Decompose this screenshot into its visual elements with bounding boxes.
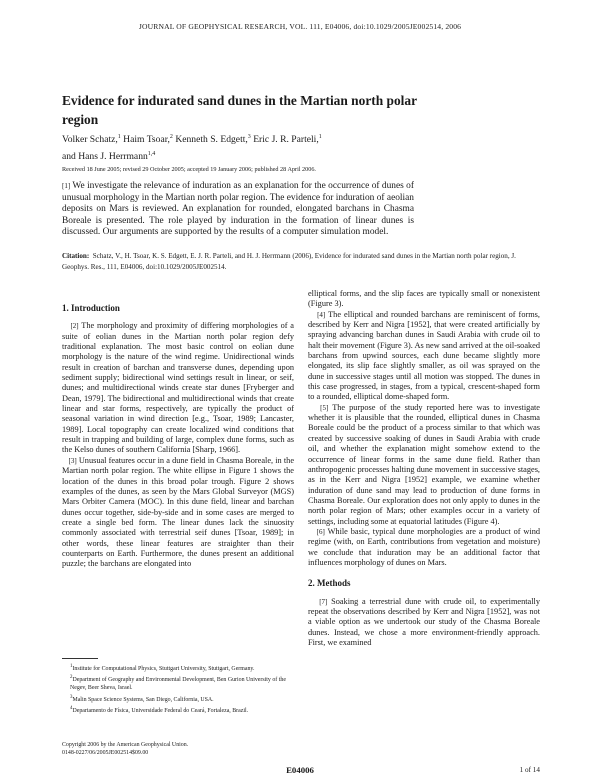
affiliation-mark: 3 [247, 134, 251, 140]
affiliation-mark: 1,4 [147, 151, 156, 158]
affiliation-mark: 2 [169, 134, 173, 140]
footnote [62, 694, 294, 705]
abstract [62, 181, 414, 239]
right-column [308, 289, 540, 648]
paragraph [308, 403, 540, 527]
footnote-mark: 3 [70, 694, 73, 700]
author-list [62, 130, 482, 164]
copyright-notice [62, 741, 294, 757]
affiliation-footnotes [62, 663, 294, 716]
footnote-text: Department of Geography and Environmental Development, Ben Gurion University of the Negev, Beer Sheva, Israel. [70, 677, 286, 692]
author-name: Kenneth S. Edgett, [172, 134, 248, 146]
section-heading-methods: 2. Methods [308, 578, 351, 589]
paragraph-text: While basic, typical dune morphologies are a product of wind regime (with, on Earth, contributions from vegetation and moisture) we conclude that induration may be an additional factor that influences morphology of dunes on Mars. [308, 526, 540, 567]
footnote-text: Institute for Computational Physics, Stuttgart University, Stuttgart, Germany. [72, 665, 255, 672]
paragraph-marker: [3] [68, 456, 77, 465]
paragraph-marker: [4] [317, 310, 326, 319]
article-id: E04006 [286, 765, 314, 775]
copyright-line: Copyright 2006 by the American Geophysical Union. [62, 742, 189, 748]
footnote [62, 663, 294, 674]
left-column [62, 303, 294, 570]
paragraph-marker: [2] [70, 322, 79, 331]
paragraph [62, 456, 294, 570]
footnote-mark: 2 [70, 675, 73, 681]
footnote-text: Departamento de Física, Universidade Federal do Ceará, Fortaleza, Brazil. [72, 708, 249, 714]
paragraph-text: Unusual features occur in a dune field in Chasma Boreale, in the Martian north polar region. The white ellipse in Figure 1 shows the location of the dunes in this broad polar trough. Figure 2 shows examples of the dunes, as seen by the Mars Global Surveyor (MGS) Mars Orbiter Camera (MOC). In this dune field, linear and barchan dunes occur together, side-by-side and in some cases are merged to create a single bed form. The linear dunes lack the sinuosity commonly associated with terrestrial seif dunes [Tsoar, 1989]; in other words, these linear features are straighter than their counterparts on Earth. Furthermore, the dunes present an additional puzzle; the barchans are elongated into [62, 455, 294, 569]
footnote-mark: 1 [70, 664, 73, 669]
copyright-code: 0148-0227/06/2005JE002514$09.00 [62, 750, 149, 756]
footnote-rule [62, 658, 98, 659]
footnote-text: Malin Space Science Systems, San Diego, California, USA. [72, 696, 214, 703]
paragraph [308, 527, 540, 568]
paragraph-text: Soaking a terrestrial dune with crude oil, to experimentally repeat the observations described by Kerr and Nigra [1952], was not a viable option as we undertook our study of the Chasma Boreale dunes. Instead, we chose a more environment-friendly approach. First, we examined [308, 596, 540, 647]
affiliation-mark: 1 [318, 134, 322, 140]
footnote [62, 674, 294, 693]
page-number: 1 of 14 [519, 766, 540, 774]
author-name: Eric J. R. Parteli, [250, 134, 319, 146]
paragraph-marker: [5] [320, 403, 329, 412]
paragraph-continued: elliptical forms, and the slip faces are typically small or nonexistent (Figure 3). [308, 289, 540, 309]
footnote-mark: 4 [70, 706, 73, 712]
paragraph-text: The elliptical and rounded barchans are reminiscent of forms, described by Kerr and Nigra [1952], that were created artificially by spraying advancing barchan dunes in Saudi Arabia with crude oil to halt their movement (Figure 3). As new sand arrived at the oil-soaked barchans from upwind sources, each dune became slightly more elongated, its slip face slightly smaller, as oil was sprayed on the dune in successive stages until all motion was stopped. The dunes in this case progressed, in stages, from a typical, crescent-shaped form to a rounded, elliptical dome-shaped form. [308, 309, 540, 402]
paragraph [308, 310, 540, 403]
received-dates: Received 18 June 2005; revised 29 October 2005; accepted 19 January 2006; published 28 April 2006. [62, 166, 316, 173]
paper-title: Evidence for indurated sand dunes in the Martian north polar region [62, 93, 417, 127]
author-name: Haim Tsoar, [120, 134, 170, 146]
paragraph-marker: [6] [316, 527, 325, 536]
citation-block [62, 251, 540, 273]
paragraph-marker: [7] [319, 597, 328, 606]
running-head: JOURNAL OF GEOPHYSICAL RESEARCH, VOL. 111, E04006, doi:10.1029/2005JE002514, 2006 [138, 22, 462, 31]
paragraph-marker: [1] [62, 182, 71, 190]
citation-label: Citation: [62, 252, 90, 260]
citation-text: Schatz, V., H. Tsoar, K. S. Edgett, E. J. R. Parteli, and H. J. Herrmann (2006), Evidence for indurated sand dunes in the Martian north polar region, J. Geophys. Res., 111, E04006, doi:10.1029/2005JE002514. [62, 252, 516, 271]
section-heading-introduction: 1. Introduction [62, 303, 120, 313]
footnote [62, 705, 294, 716]
abstract-text: We investigate the relevance of induration as an explanation for the occurrence of dunes of unusual morphology in the Martian north polar region. The evidence for induration of aeolian deposits on Mars is reviewed. An explanation for rounded, elongated barchans in Chasma Boreale is presented. The role played by induration in the formation of linear dunes is discussed. Our arguments are supported by the results of a computer simulation model. [62, 181, 414, 238]
paragraph [62, 321, 294, 455]
paragraph-text: The morphology and proximity of differing morphologies of a suite of eolian dunes in the Martian north polar region defy traditional explanation. The most basic control on eolian dune morphology is the nature of the wind regime. Unidirectional winds result in creation of barchan and transverse dunes, depending upon sediment supply; bidirectional wind settings result in linear, or seif, dunes; and multidirectional winds create star dunes [Fryberger and Dean, 1979]. The bidirectional and multidirectional winds that create linear and star forms, respectively, are typically the product of seasonal variation in wind direction [e.g., Tsoar, 1989; Lancaster, 1989]. Local topography can create localized wind conditions that result in trapping and building of large, complex dune forms, such as the Kelso dunes of southern California [Sharp, 1966]. [62, 321, 294, 455]
paragraph [308, 597, 540, 649]
affiliation-mark: 1 [117, 134, 121, 140]
author-name: and Hans J. Herrmann [62, 151, 148, 163]
author-name: Volker Schatz, [62, 134, 118, 146]
paragraph-text: The purpose of the study reported here was to investigate whether it is plausible that the rounded, elliptical dunes in Chasma Boreale could be the product of a process similar to that which was created by successive soaking of dunes in Saudi Arabia with crude oil, and whether the explanation might somehow extend to the occurrence of linear forms in the same dune field. Rather than anthropogenic processes halting dune movement in successive stages, as in the Kerr and Nigra [1952] example, we examine whether induration of dune sand may lead to production of dune forms in Chasma Boreale. Our exploration does not only apply to dunes in the north polar region of Mars; other examples occur in a variety of settings, including some at equatorial latitudes (Figure 4). [308, 402, 540, 526]
